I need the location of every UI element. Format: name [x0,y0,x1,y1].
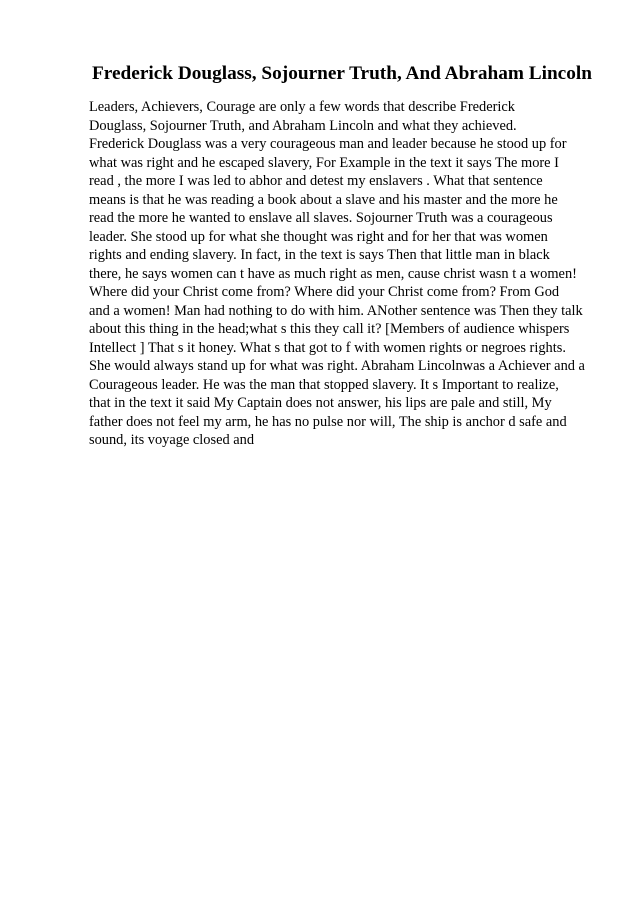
body-line: read , the more I was led to abhor and detest my enslavers . What that sentence [89,173,543,189]
body-line: and a women! Man had nothing to do with him. ANother sentence was Then they talk [89,302,583,319]
body-line: about this thing in the head;what s this they call it? [Members of audience whispers [89,321,570,337]
body-line: Frederick Douglass was a very courageous man and leader because he stood up for [89,136,567,152]
body-line: Douglass, Sojourner Truth, and Abraham Lincoln and what they achieved. [89,117,517,134]
body-line: Where did your Christ come from? Where did your Christ come from? From God [89,284,560,300]
body-line: there, he says women can t have as much right as men, cause christ wasn t a women! [89,265,577,282]
body-line: that in the text it said My Captain does not answer, his lips are pale and still, My [89,395,552,411]
body-line: read the more he wanted to enslave all slaves. Sojourner Truth was a courageous [89,210,553,226]
body-line: Courageous leader. He was the man that stopped slavery. It s Important to realize, [89,376,559,393]
body-line: rights and ending slavery. In fact, in the text is says Then that little man in black [89,247,550,263]
body-line: She would always stand up for what was right. Abraham Lincolnwas a Achiever and a [89,358,585,374]
body-line: means is that he was reading a book about a slave and his master and the more he [89,191,558,208]
body-line: leader. She stood up for what she thought was right and for her that was women [89,228,548,245]
body-line: sound, its voyage closed and [89,432,255,448]
document-body [89,98,599,450]
body-line: Intellect ] That s it honey. What s that got to f with women rights or negroes rights. [89,339,566,356]
document-title: Frederick Douglass, Sojourner Truth, And Abraham Lincoln [92,63,592,84]
body-line: father does not feel my arm, he has no pulse nor will, The ship is anchor d safe and [89,413,567,430]
body-line: Leaders, Achievers, Courage are only a few words that describe Frederick [89,99,515,115]
body-line: what was right and he escaped slavery, For Example in the text it says The more I [89,154,559,171]
